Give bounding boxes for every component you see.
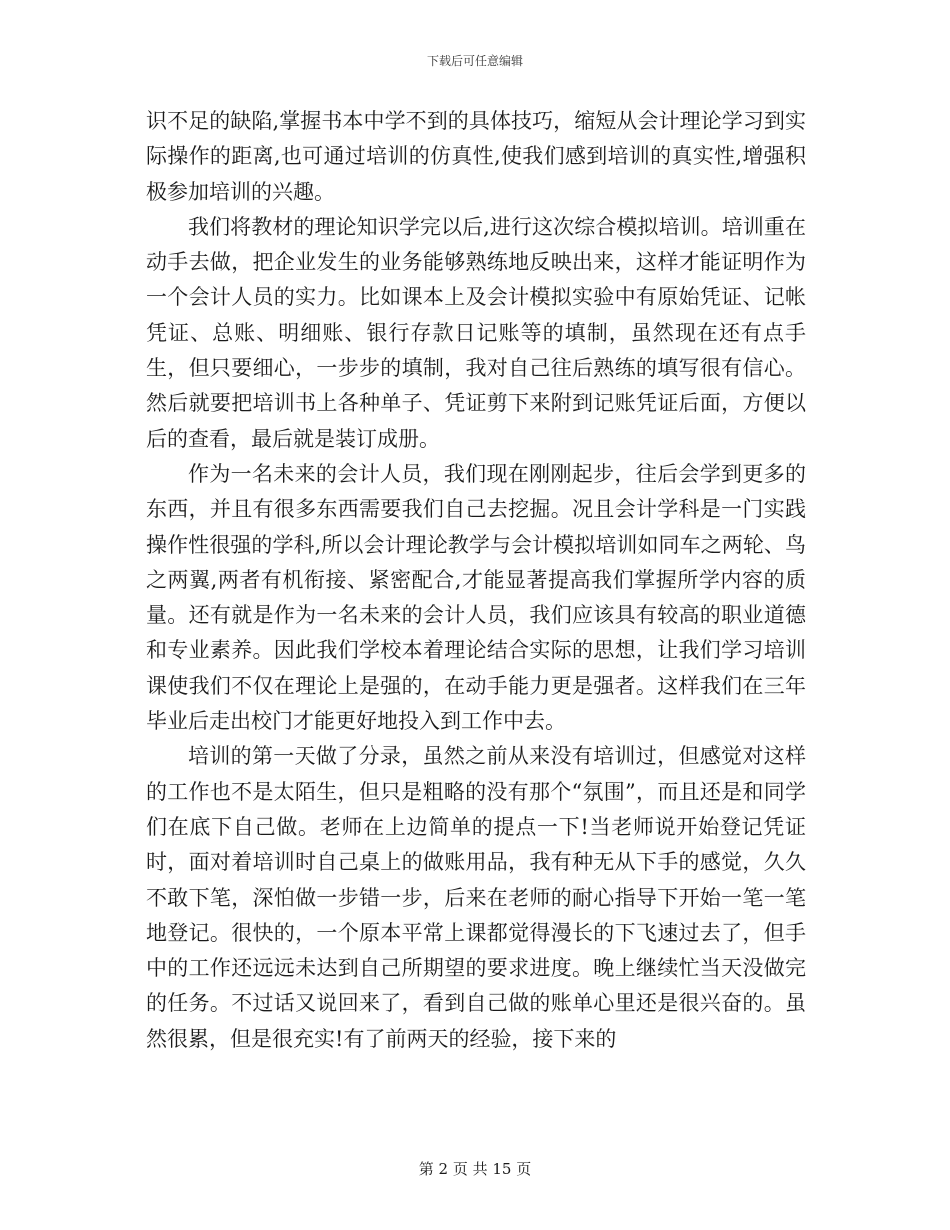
- page-header-note: 下载后可任意编辑: [426, 54, 523, 68]
- paragraph-continuation: 识不足的缺陷,掌握书本中学不到的具体技巧，缩短从会计理论学习到实际操作的距离,也可通过培训的仿真性,使我们感到培训的真实性,增强积极参加培训的兴趣。: [146, 109, 806, 204]
- paragraph: 我们将教材的理论知识学完以后,进行这次综合模拟培训。培训重在动手去做，把企业发生的业务能够熟练地反映出来，这样才能证明作为一个会计人员的实力。比如课本上及会计模拟实验中有原始凭证、记帐凭证、总账、明细账、银行存款日记账等的填制，虽然现在还有点手生，但只要细心，一步步的填制，我对自己往后熟练的填写很有信心。然后就要把培训书上各种单子、凭证剪下来附到记账凭证后面，方便以后的查看，最后就是装订成册。: [146, 214, 806, 451]
- paragraph: 作为一名未来的会计人员，我们现在刚刚起步，往后会学到更多的东西，并且有很多东西需要我们自己去挖掘。况且会计学科是一门实践操作性很强的学科,所以会计理论教学与会计模拟培训如同车之两轮、鸟之两翼,两者有机衔接、紧密配合,才能显著提高我们掌握所学内容的质量。还有就是作为一名未来的会计人员，我们应该具有较高的职业道德和专业素养。因此我们学校本着理论结合实际的思想，让我们学习培训课使我们不仅在理论上是强的，在动手能力更是强者。这样我们在三年毕业后走出校门才能更好地投入到工作中去。: [146, 461, 806, 734]
- page-number: 第 2 页 共 15 页: [418, 1160, 532, 1178]
- document-body: [146, 104, 806, 1057]
- paragraph: 培训的第一天做了分录，虽然之前从来没有培训过，但感觉对这样的工作也不是太陌生，但只是粗略的没有那个“氛围”，而且还是和同学们在底下自己做。老师在上边简单的提点一下!当老师说开始登记凭证时，面对着培训时自己桌上的做账用品，我有种无从下手的感觉，久久不敢下笔，深怕做一步错一步，后来在老师的耐心指导下开始一笔一笔地登记。很快的，一个原本平常上课都觉得漫长的下飞速过去了，但手中的工作还远远未达到自己所期望的要求进度。晚上继续忙当天没做完的任务。不过话又说回来了，看到自己做的账单心里还是很兴奋的。虽然很累，但是很充实!有了前两天的经验，接下来的: [146, 744, 806, 1051]
